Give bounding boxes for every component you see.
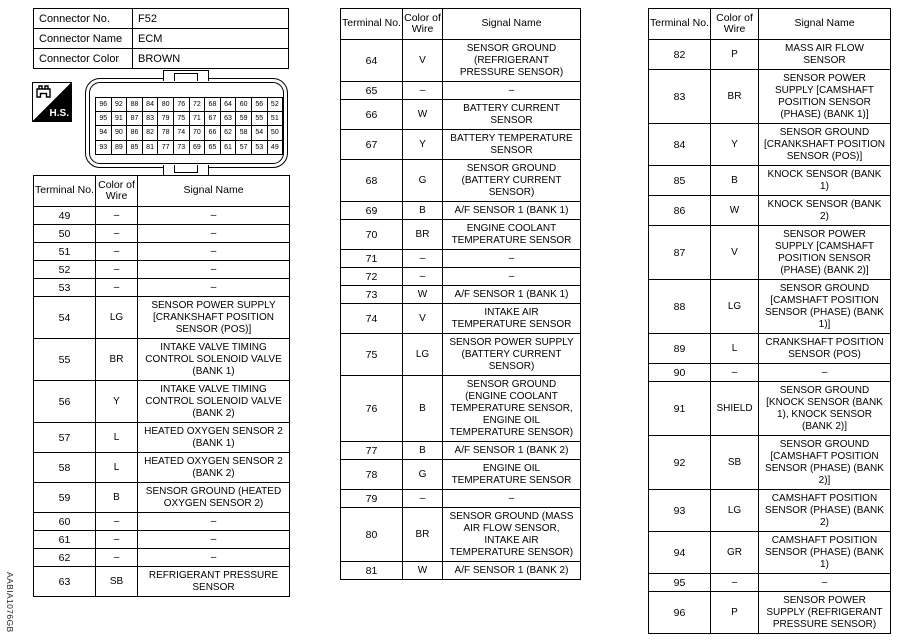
pin-88: 88 (127, 98, 143, 112)
pin-79: 79 (158, 112, 174, 126)
signal-cell: A/F SENSOR 1 (BANK 2) (443, 562, 581, 580)
wire-color-cell: Y (96, 381, 138, 423)
terminal-cell: 78 (341, 460, 403, 490)
terminal-row-78 (341, 460, 581, 490)
pin-94: 94 (96, 126, 112, 140)
wire-color-cell: – (403, 82, 443, 100)
wire-color-cell: L (96, 453, 138, 483)
signal-cell: – (759, 574, 891, 592)
terminal-cell: 67 (341, 130, 403, 160)
pin-56: 56 (251, 98, 267, 112)
connector-info-table (33, 8, 289, 69)
terminal-cell: 89 (649, 334, 711, 364)
terminal-no-header: Terminal No. (649, 9, 711, 40)
terminal-row-75 (341, 334, 581, 376)
terminal-cell: 51 (34, 243, 96, 261)
pin-68: 68 (205, 98, 221, 112)
terminal-row-89 (649, 334, 891, 364)
terminal-row-77 (341, 442, 581, 460)
wire-color-cell: Y (403, 130, 443, 160)
terminal-row-73 (341, 286, 581, 304)
hs-tool-icon (35, 85, 52, 99)
signal-cell: SENSOR GROUND (MASS AIR FLOW SENSOR, INTAKE AIR TEMPERATURE SENSOR) (443, 508, 581, 562)
connector-name-value: ECM (133, 29, 289, 49)
terminal-table-64-81 (340, 8, 581, 580)
signal-cell: KNOCK SENSOR (BANK 2) (759, 196, 891, 226)
terminal-no-header: Terminal No. (34, 176, 96, 207)
signal-cell: SENSOR POWER SUPPLY (BATTERY CURRENT SENSOR) (443, 334, 581, 376)
terminal-row-53 (34, 279, 290, 297)
terminal-cell: 60 (34, 513, 96, 531)
wire-color-cell: – (403, 490, 443, 508)
terminal-row-87 (649, 226, 891, 280)
terminal-row-63 (34, 567, 290, 597)
terminal-cell: 93 (649, 490, 711, 532)
terminal-row-51 (34, 243, 290, 261)
signal-cell: SENSOR GROUND [CRANKSHAFT POSITION SENSOR (POS)] (759, 124, 891, 166)
wire-color-cell: LG (403, 334, 443, 376)
terminal-row-85 (649, 166, 891, 196)
terminal-cell: 81 (341, 562, 403, 580)
terminal-cell: 85 (649, 166, 711, 196)
wire-color-cell: LG (96, 297, 138, 339)
wire-color-cell: – (96, 531, 138, 549)
signal-cell: SENSOR GROUND (BATTERY CURRENT SENSOR) (443, 160, 581, 202)
terminal-cell: 59 (34, 483, 96, 513)
connector-name-row (34, 29, 289, 49)
signal-cell: HEATED OXYGEN SENSOR 2 (BANK 2) (138, 453, 290, 483)
terminal-cell: 58 (34, 453, 96, 483)
terminal-cell: 55 (34, 339, 96, 381)
signal-cell: A/F SENSOR 1 (BANK 1) (443, 202, 581, 220)
hs-badge (32, 82, 72, 122)
terminal-row-50 (34, 225, 290, 243)
pin-70: 70 (189, 126, 205, 140)
signal-cell: – (138, 243, 290, 261)
pin-row (96, 98, 283, 112)
wire-color-cell: LG (711, 490, 759, 532)
terminal-cell: 80 (341, 508, 403, 562)
terminal-row-82 (649, 40, 891, 70)
wire-color-cell: L (711, 334, 759, 364)
signal-cell: – (759, 364, 891, 382)
wire-color-cell: BR (711, 70, 759, 124)
connector-name-label: Connector Name (34, 29, 133, 49)
wire-color-cell: BR (403, 508, 443, 562)
pin-50: 50 (267, 126, 283, 140)
header-row (34, 176, 290, 207)
pin-87: 87 (127, 112, 143, 126)
wire-color-cell: – (96, 261, 138, 279)
terminal-row-49 (34, 207, 290, 225)
terminal-cell: 49 (34, 207, 96, 225)
signal-cell: SENSOR POWER SUPPLY [CAMSHAFT POSITION SENSOR (PHASE) (BANK 1)] (759, 70, 891, 124)
signal-cell: SENSOR GROUND (HEATED OXYGEN SENSOR 2) (138, 483, 290, 513)
terminal-cell: 86 (649, 196, 711, 226)
hs-label: H.S. (49, 108, 69, 119)
terminal-row-91 (649, 382, 891, 436)
terminal-cell: 69 (341, 202, 403, 220)
signal-cell: SENSOR POWER SUPPLY (REFRIGERANT PRESSURE SENSOR) (759, 592, 891, 634)
wire-color-cell: W (403, 286, 443, 304)
terminal-cell: 66 (341, 100, 403, 130)
terminal-cell: 70 (341, 220, 403, 250)
terminal-row-52 (34, 261, 290, 279)
wire-color-cell: SHIELD (711, 382, 759, 436)
pin-85: 85 (127, 140, 143, 154)
connector-no-label: Connector No. (34, 9, 133, 29)
terminal-cell: 54 (34, 297, 96, 339)
pin-59: 59 (236, 112, 252, 126)
signal-cell: – (443, 268, 581, 286)
pin-78: 78 (158, 126, 174, 140)
wire-color-cell: – (403, 250, 443, 268)
wire-color-cell: B (711, 166, 759, 196)
pin-90: 90 (111, 126, 127, 140)
terminal-cell: 73 (341, 286, 403, 304)
terminal-no-header: Terminal No. (341, 9, 403, 40)
connector-color-label: Connector Color (34, 49, 133, 69)
connector-color-row (34, 49, 289, 69)
pin-57: 57 (236, 140, 252, 154)
pin-84: 84 (142, 98, 158, 112)
pin-69: 69 (189, 140, 205, 154)
terminal-row-74 (341, 304, 581, 334)
signal-cell: HEATED OXYGEN SENSOR 2 (BANK 1) (138, 423, 290, 453)
signal-name-header: Signal Name (759, 9, 891, 40)
signal-cell: BATTERY TEMPERATURE SENSOR (443, 130, 581, 160)
wire-color-cell: V (403, 40, 443, 82)
pin-80: 80 (158, 98, 174, 112)
wire-color-cell: GR (711, 532, 759, 574)
pin-92: 92 (111, 98, 127, 112)
terminal-cell: 83 (649, 70, 711, 124)
pin-65: 65 (205, 140, 221, 154)
signal-cell: CRANKSHAFT POSITION SENSOR (POS) (759, 334, 891, 364)
signal-cell: SENSOR GROUND [KNOCK SENSOR (BANK 1), KNOCK SENSOR (BANK 2)] (759, 382, 891, 436)
terminal-cell: 64 (341, 40, 403, 82)
terminal-cell: 72 (341, 268, 403, 286)
pin-62: 62 (220, 126, 236, 140)
pin-54: 54 (251, 126, 267, 140)
color-of-wire-header: Color of Wire (403, 9, 443, 40)
terminal-row-96 (649, 592, 891, 634)
terminal-cell: 88 (649, 280, 711, 334)
terminal-row-60 (34, 513, 290, 531)
terminal-row-92 (649, 436, 891, 490)
terminal-cell: 74 (341, 304, 403, 334)
terminal-row-86 (649, 196, 891, 226)
signal-name-header: Signal Name (138, 176, 290, 207)
signal-cell: – (443, 490, 581, 508)
pin-86: 86 (127, 126, 143, 140)
terminal-row-81 (341, 562, 581, 580)
pin-77: 77 (158, 140, 174, 154)
terminal-row-61 (34, 531, 290, 549)
terminal-cell: 77 (341, 442, 403, 460)
connector-no-value: F52 (133, 9, 289, 29)
terminal-cell: 91 (649, 382, 711, 436)
wire-color-cell: – (96, 225, 138, 243)
wire-color-cell: – (96, 513, 138, 531)
terminal-cell: 68 (341, 160, 403, 202)
wire-color-cell: SB (96, 567, 138, 597)
terminal-row-58 (34, 453, 290, 483)
signal-cell: SENSOR POWER SUPPLY [CAMSHAFT POSITION SENSOR (PHASE) (BANK 2)] (759, 226, 891, 280)
pin-58: 58 (236, 126, 252, 140)
terminal-row-56 (34, 381, 290, 423)
figure-code: AABIA1076GB (5, 572, 15, 633)
signal-cell: – (138, 549, 290, 567)
pin-95: 95 (96, 112, 112, 126)
terminal-row-93 (649, 490, 891, 532)
pin-71: 71 (189, 112, 205, 126)
signal-cell: MASS AIR FLOW SENSOR (759, 40, 891, 70)
color-of-wire-header: Color of Wire (96, 176, 138, 207)
signal-cell: INTAKE VALVE TIMING CONTROL SOLENOID VALVE (BANK 2) (138, 381, 290, 423)
terminal-cell: 84 (649, 124, 711, 166)
wire-color-cell: V (403, 304, 443, 334)
terminal-row-83 (649, 70, 891, 124)
signal-cell: SENSOR GROUND [CAMSHAFT POSITION SENSOR (PHASE) (BANK 2)] (759, 436, 891, 490)
terminal-cell: 82 (649, 40, 711, 70)
terminal-row-80 (341, 508, 581, 562)
terminal-row-65 (341, 82, 581, 100)
pin-75: 75 (173, 112, 189, 126)
signal-cell: A/F SENSOR 1 (BANK 1) (443, 286, 581, 304)
signal-cell: – (138, 531, 290, 549)
signal-cell: KNOCK SENSOR (BANK 1) (759, 166, 891, 196)
pin-73: 73 (173, 140, 189, 154)
pin-76: 76 (173, 98, 189, 112)
signal-cell: REFRIGERANT PRESSURE SENSOR (138, 567, 290, 597)
terminal-row-66 (341, 100, 581, 130)
header-row (341, 9, 581, 40)
terminal-cell: 53 (34, 279, 96, 297)
signal-cell: SENSOR GROUND (REFRIGERANT PRESSURE SENSOR) (443, 40, 581, 82)
terminal-row-79 (341, 490, 581, 508)
pin-64: 64 (220, 98, 236, 112)
terminal-row-59 (34, 483, 290, 513)
terminal-row-67 (341, 130, 581, 160)
pin-49: 49 (267, 140, 283, 154)
pin-60: 60 (236, 98, 252, 112)
signal-cell: SENSOR GROUND (ENGINE COOLANT TEMPERATURE SENSOR, ENGINE OIL TEMPERATURE SENSOR) (443, 376, 581, 442)
terminal-row-54 (34, 297, 290, 339)
pin-89: 89 (111, 140, 127, 154)
terminal-row-88 (649, 280, 891, 334)
wire-color-cell: BR (96, 339, 138, 381)
terminal-row-64 (341, 40, 581, 82)
signal-cell: INTAKE VALVE TIMING CONTROL SOLENOID VALVE (BANK 1) (138, 339, 290, 381)
wire-color-cell: V (711, 226, 759, 280)
wire-color-cell: G (403, 160, 443, 202)
signal-cell: A/F SENSOR 1 (BANK 2) (443, 442, 581, 460)
terminal-table-49-63 (33, 175, 290, 597)
wire-color-cell: W (711, 196, 759, 226)
terminal-row-94 (649, 532, 891, 574)
terminal-cell: 87 (649, 226, 711, 280)
signal-cell: – (443, 82, 581, 100)
terminal-row-95 (649, 574, 891, 592)
wire-color-cell: BR (403, 220, 443, 250)
pin-53: 53 (251, 140, 267, 154)
wire-color-cell: – (403, 268, 443, 286)
pin-66: 66 (205, 126, 221, 140)
pin-91: 91 (111, 112, 127, 126)
wire-color-cell: B (96, 483, 138, 513)
pin-81: 81 (142, 140, 158, 154)
signal-cell: – (138, 513, 290, 531)
connector-bottom-tab-inner (174, 165, 198, 173)
signal-cell: ENGINE OIL TEMPERATURE SENSOR (443, 460, 581, 490)
terminal-row-70 (341, 220, 581, 250)
pin-72: 72 (189, 98, 205, 112)
terminal-row-55 (34, 339, 290, 381)
wire-color-cell: – (711, 574, 759, 592)
terminal-row-76 (341, 376, 581, 442)
wire-color-cell: W (403, 562, 443, 580)
wire-color-cell: LG (711, 280, 759, 334)
terminal-row-72 (341, 268, 581, 286)
terminal-cell: 50 (34, 225, 96, 243)
pin-67: 67 (205, 112, 221, 126)
pin-63: 63 (220, 112, 236, 126)
terminal-cell: 92 (649, 436, 711, 490)
terminal-cell: 52 (34, 261, 96, 279)
wire-color-cell: B (403, 376, 443, 442)
wire-color-cell: SB (711, 436, 759, 490)
pin-grid (95, 97, 283, 155)
signal-cell: SENSOR POWER SUPPLY [CRANKSHAFT POSITION SENSOR (POS)] (138, 297, 290, 339)
wire-color-cell: – (711, 364, 759, 382)
terminal-table-82-96 (648, 8, 891, 634)
wire-color-cell: Y (711, 124, 759, 166)
pin-96: 96 (96, 98, 112, 112)
pin-51: 51 (267, 112, 283, 126)
terminal-cell: 65 (341, 82, 403, 100)
terminal-cell: 79 (341, 490, 403, 508)
wire-color-cell: – (96, 549, 138, 567)
pin-61: 61 (220, 140, 236, 154)
pin-row (96, 126, 283, 140)
pin-52: 52 (267, 98, 283, 112)
signal-cell: BATTERY CURRENT SENSOR (443, 100, 581, 130)
wire-color-cell: L (96, 423, 138, 453)
terminal-cell: 96 (649, 592, 711, 634)
connector-diagram (85, 70, 288, 176)
terminal-cell: 61 (34, 531, 96, 549)
pin-row (96, 112, 283, 126)
signal-cell: – (138, 279, 290, 297)
signal-cell: – (138, 207, 290, 225)
wire-color-cell: P (711, 592, 759, 634)
terminal-cell: 76 (341, 376, 403, 442)
signal-name-header: Signal Name (443, 9, 581, 40)
terminal-cell: 90 (649, 364, 711, 382)
signal-cell: CAMSHAFT POSITION SENSOR (PHASE) (BANK 2) (759, 490, 891, 532)
pin-74: 74 (173, 126, 189, 140)
wire-color-cell: G (403, 460, 443, 490)
signal-cell: INTAKE AIR TEMPERATURE SENSOR (443, 304, 581, 334)
pin-row (96, 140, 283, 154)
pin-93: 93 (96, 140, 112, 154)
signal-cell: – (138, 261, 290, 279)
terminal-cell: 57 (34, 423, 96, 453)
pin-82: 82 (142, 126, 158, 140)
wire-color-cell: – (96, 279, 138, 297)
signal-cell: ENGINE COOLANT TEMPERATURE SENSOR (443, 220, 581, 250)
pin-83: 83 (142, 112, 158, 126)
wire-color-cell: – (96, 243, 138, 261)
wire-color-cell: B (403, 442, 443, 460)
connector-top-tab-inner (174, 73, 198, 81)
wire-color-cell: B (403, 202, 443, 220)
terminal-cell: 63 (34, 567, 96, 597)
pin-55: 55 (251, 112, 267, 126)
terminal-row-57 (34, 423, 290, 453)
terminal-row-90 (649, 364, 891, 382)
terminal-cell: 62 (34, 549, 96, 567)
terminal-row-68 (341, 160, 581, 202)
wire-color-cell: P (711, 40, 759, 70)
terminal-cell: 95 (649, 574, 711, 592)
signal-cell: SENSOR GROUND [CAMSHAFT POSITION SENSOR (PHASE) (BANK 1)] (759, 280, 891, 334)
terminal-row-84 (649, 124, 891, 166)
signal-cell: – (138, 225, 290, 243)
terminal-cell: 94 (649, 532, 711, 574)
terminal-cell: 56 (34, 381, 96, 423)
color-of-wire-header: Color of Wire (711, 9, 759, 40)
connector-no-row (34, 9, 289, 29)
signal-cell: CAMSHAFT POSITION SENSOR (PHASE) (BANK 1) (759, 532, 891, 574)
signal-cell: – (443, 250, 581, 268)
header-row (649, 9, 891, 40)
wire-color-cell: W (403, 100, 443, 130)
terminal-row-62 (34, 549, 290, 567)
wire-color-cell: – (96, 207, 138, 225)
terminal-cell: 71 (341, 250, 403, 268)
terminal-row-71 (341, 250, 581, 268)
terminal-cell: 75 (341, 334, 403, 376)
terminal-row-69 (341, 202, 581, 220)
connector-color-value: BROWN (133, 49, 289, 69)
